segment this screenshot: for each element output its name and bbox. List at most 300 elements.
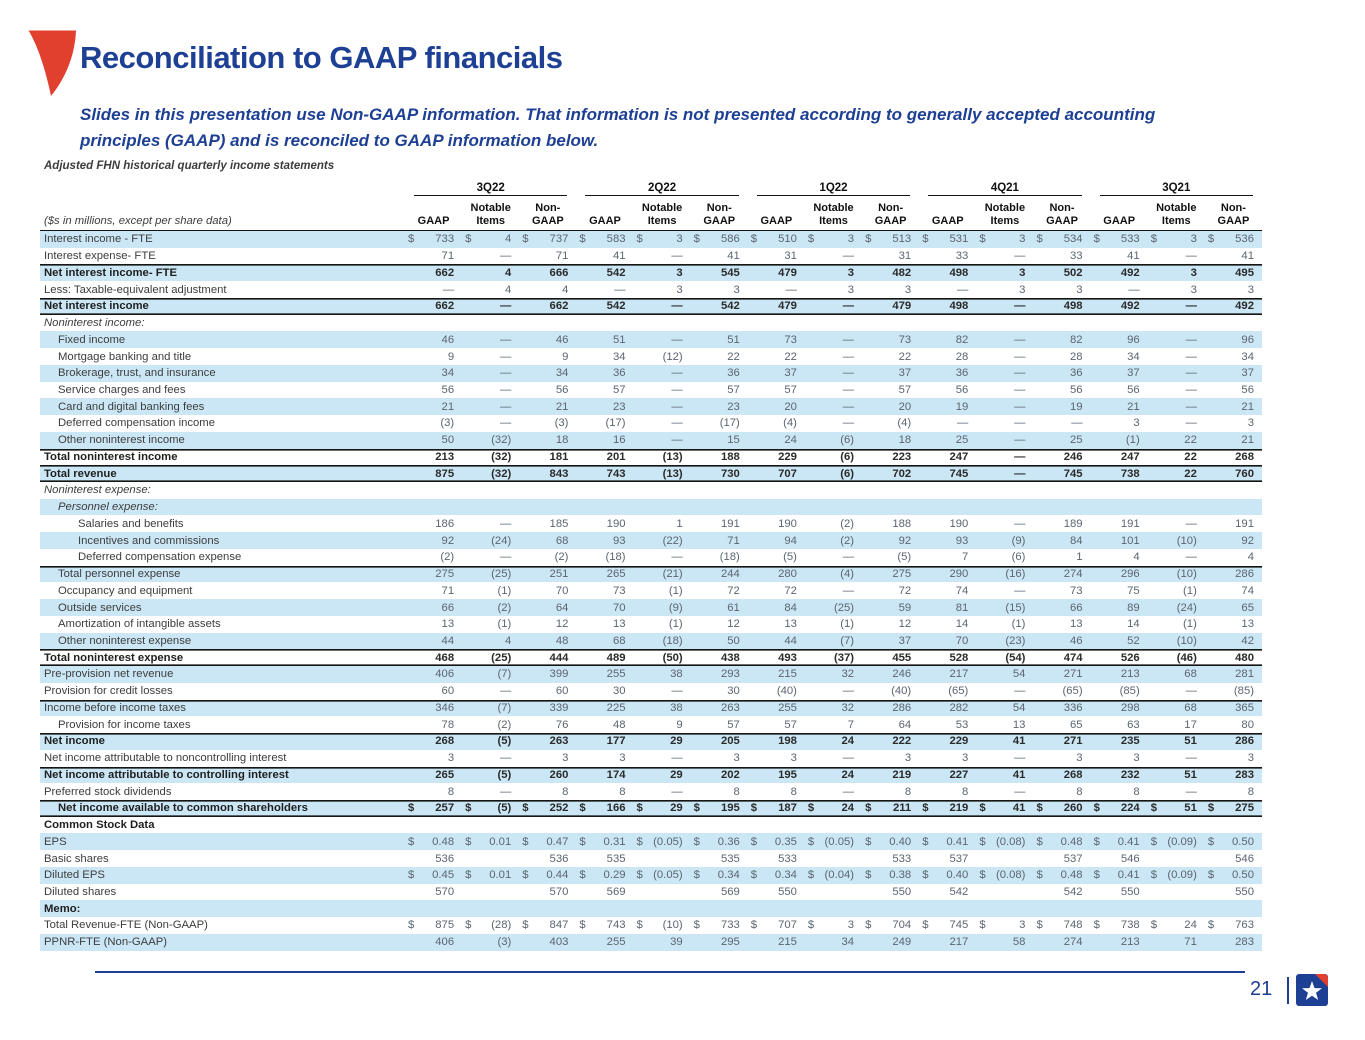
table-cell: [748, 783, 805, 800]
row-label-header: ($s in millions, except per share data): [44, 215, 232, 227]
table-cell: [462, 231, 519, 248]
table-cell: [405, 549, 462, 566]
table-cell: [1033, 298, 1090, 315]
table-cell: [576, 415, 633, 432]
cell-value: 39: [670, 936, 683, 949]
table-cell: [1205, 482, 1262, 499]
table-cell: [862, 582, 919, 599]
cell-value: 339: [549, 701, 569, 714]
cell-value: 0.48: [432, 835, 455, 848]
table-cell: [862, 833, 919, 850]
table-cell: [976, 599, 1033, 616]
table-cell: [1148, 549, 1205, 566]
cell-value: 0.44: [546, 869, 569, 882]
table-cell: [691, 415, 748, 432]
table-cell: [576, 331, 633, 348]
cell-value: 21: [1241, 434, 1254, 447]
row-label: Provision for credit losses: [44, 685, 173, 698]
cell-value: —: [842, 383, 855, 396]
cell-value: 36: [955, 367, 969, 380]
cell-value: —: [671, 383, 683, 396]
cell-value: 14: [955, 618, 969, 631]
cell-value: (13): [662, 467, 683, 480]
table-cell: [1091, 465, 1148, 482]
table-cell: [862, 767, 919, 784]
table-cell: [1091, 298, 1148, 315]
dollar-sign: $: [979, 919, 986, 932]
column-header-label: Notable Items: [641, 202, 683, 227]
cell-value: 190: [606, 517, 626, 530]
table-cell: [519, 750, 576, 767]
dollar-sign: $: [1093, 802, 1100, 815]
cell-value: 51: [1184, 768, 1197, 781]
cell-value: —: [671, 300, 683, 313]
cell-value: 34: [841, 936, 855, 949]
cell-value: (15): [1005, 601, 1026, 614]
column-header-label: GAAP: [931, 214, 964, 227]
cell-value: 263: [720, 701, 740, 714]
cell-value: 223: [892, 450, 912, 463]
cell-value: 195: [778, 768, 797, 781]
cell-value: 54: [1012, 701, 1026, 714]
cell-value: —: [671, 400, 683, 413]
cell-value: 3: [1019, 283, 1026, 296]
column-header: [576, 198, 633, 230]
table-cell: [1148, 499, 1205, 516]
cell-value: 550: [892, 886, 912, 898]
table-cell: [1091, 482, 1148, 499]
cell-value: 533: [1120, 233, 1140, 246]
table-cell: [405, 499, 462, 516]
cell-value: 489: [606, 651, 626, 664]
table-cell: [691, 248, 748, 265]
cell-value: 0.48: [1060, 835, 1083, 848]
cell-value: (2): [497, 718, 512, 731]
table-cell: [862, 432, 919, 449]
dollar-sign: $: [1036, 835, 1043, 848]
cell-value: 570: [435, 886, 455, 898]
table-cell: [519, 783, 576, 800]
cell-value: 75: [1127, 584, 1140, 597]
table-cell: [634, 515, 691, 532]
column-header-label: GAAP: [1103, 214, 1136, 227]
cell-value: 56: [955, 383, 969, 396]
table-cell: [691, 264, 748, 281]
table-cell: [919, 281, 976, 298]
cell-value: (28): [491, 919, 512, 932]
table-row: [40, 867, 1262, 884]
cell-value: 875: [435, 919, 455, 932]
cell-value: 189: [1063, 517, 1083, 530]
table-cell: [691, 649, 748, 666]
cell-value: 72: [898, 584, 912, 597]
cell-value: (1): [840, 618, 855, 631]
cell-value: —: [1185, 333, 1197, 346]
dollar-sign: $: [1150, 869, 1158, 882]
cell-value: 293: [720, 668, 740, 681]
table-cell: [405, 231, 462, 248]
cell-value: 25: [1070, 434, 1083, 447]
dollar-sign: $: [865, 802, 872, 815]
row-label: Provision for income taxes: [58, 718, 191, 731]
cell-value: 3: [1076, 752, 1083, 765]
table-cell: [691, 499, 748, 516]
table-cell: [1148, 582, 1205, 599]
cell-value: —: [842, 752, 855, 765]
cell-value: 12: [727, 618, 740, 631]
cell-value: 8: [904, 785, 912, 798]
cell-value: 438: [720, 651, 740, 664]
table-cell: [1091, 315, 1148, 332]
table-cell: [634, 248, 691, 265]
cell-value: (0.05): [824, 835, 855, 848]
cell-value: (13): [662, 450, 683, 463]
dollar-sign: $: [1093, 233, 1100, 246]
table-cell: [862, 348, 919, 365]
table-cell: [1091, 515, 1148, 532]
table-cell: [862, 683, 919, 700]
table-cell: [634, 382, 691, 399]
table-cell: [519, 465, 576, 482]
dollar-sign: $: [807, 919, 815, 932]
cell-value: 8: [733, 785, 740, 798]
row-label: Interest income - FTE: [44, 233, 153, 246]
row-label: Salaries and benefits: [78, 517, 184, 530]
table-cell: [1205, 365, 1262, 382]
cell-value: 37: [898, 634, 912, 647]
table-cell: [919, 264, 976, 281]
table-cell: [519, 666, 576, 683]
table-cell: [1091, 582, 1148, 599]
table-cell: [691, 683, 748, 700]
column-header-label: Notable Items: [813, 202, 854, 227]
cell-value: 174: [606, 768, 626, 781]
table-cell: [519, 616, 576, 633]
table-cell: [462, 482, 519, 499]
cell-value: 7: [847, 718, 855, 731]
table-cell: [691, 783, 748, 800]
table-cell: [919, 398, 976, 415]
cell-value: (3): [554, 417, 569, 430]
table-cell: [519, 700, 576, 717]
column-header: [634, 198, 691, 230]
table-cell: [805, 549, 862, 566]
table-cell: [805, 415, 862, 432]
table-cell: [919, 248, 976, 265]
cell-value: (40): [891, 685, 912, 698]
table-cell: [862, 800, 919, 817]
table-cell: [462, 281, 519, 298]
table-cell: [976, 817, 1033, 834]
cell-value: 51: [1184, 802, 1197, 815]
table-cell: [1205, 867, 1262, 884]
table-cell: [919, 783, 976, 800]
row-label: Total noninterest expense: [44, 651, 184, 664]
cell-value: 875: [435, 467, 455, 480]
table-cell: [976, 532, 1033, 549]
cell-value: (5): [497, 735, 512, 748]
dollar-sign: $: [979, 802, 986, 815]
cell-value: 72: [784, 584, 797, 597]
table-cell: [405, 833, 462, 850]
row-label: Other noninterest income: [58, 434, 185, 447]
table-cell: [919, 365, 976, 382]
table-cell: [976, 850, 1033, 867]
table-cell: [691, 566, 748, 583]
table-row: [40, 499, 1262, 516]
table-cell: [462, 348, 519, 365]
cell-value: 211: [892, 802, 912, 815]
dollar-sign: $: [408, 919, 415, 932]
table-cell: [1033, 733, 1090, 750]
cell-value: 733: [435, 233, 455, 246]
table-cell: [405, 700, 462, 717]
dollar-sign: $: [750, 835, 758, 848]
cell-value: 704: [892, 919, 912, 932]
table-cell: [748, 733, 805, 750]
table-cell: [462, 582, 519, 599]
table-cell: [1148, 248, 1205, 265]
table-cell: [1148, 465, 1205, 482]
dollar-sign: $: [807, 835, 815, 848]
table-cell: [805, 767, 862, 784]
column-header: [1148, 198, 1205, 230]
table-cell: [1148, 532, 1205, 549]
table-cell: [405, 850, 462, 867]
cell-value: 255: [606, 668, 626, 681]
table-cell: [519, 432, 576, 449]
table-cell: [862, 633, 919, 650]
table-cell: [919, 833, 976, 850]
cell-value: 510: [778, 233, 797, 246]
footer-divider: [95, 971, 1245, 973]
dollar-sign: $: [979, 233, 986, 246]
cell-value: 542: [1063, 886, 1083, 898]
table-cell: [576, 281, 633, 298]
table-cell: [919, 599, 976, 616]
cell-value: 662: [435, 266, 455, 279]
table-cell: [519, 281, 576, 298]
cell-value: 3: [1190, 283, 1197, 296]
cell-value: 224: [1120, 802, 1140, 815]
cell-value: 82: [1070, 333, 1083, 346]
table-cell: [405, 599, 462, 616]
table-cell: [405, 750, 462, 767]
table-cell: [462, 817, 519, 834]
cell-value: 0.48: [1060, 869, 1083, 882]
table-cell: [919, 733, 976, 750]
table-cell: [976, 348, 1033, 365]
cell-value: 54: [1012, 668, 1026, 681]
dollar-sign: $: [1150, 835, 1158, 848]
cell-value: 274: [1063, 568, 1083, 581]
table-cell: [634, 398, 691, 415]
table-cell: [1033, 499, 1090, 516]
dollar-sign: $: [1036, 233, 1043, 246]
table-cell: [405, 633, 462, 650]
table-cell: [1205, 733, 1262, 750]
table-cell: [805, 449, 862, 466]
cell-value: —: [1014, 417, 1026, 430]
cell-value: 46: [1070, 634, 1083, 647]
table-cell: [1033, 817, 1090, 834]
dollar-sign: $: [693, 802, 700, 815]
table-row: [40, 900, 1262, 917]
table-cell: [1205, 382, 1262, 399]
cell-value: 743: [606, 467, 626, 480]
table-cell: [634, 582, 691, 599]
table-cell: [919, 549, 976, 566]
table-cell: [1091, 331, 1148, 348]
table-cell: [634, 750, 691, 767]
table-cell: [462, 264, 519, 281]
cell-value: (10): [1176, 534, 1197, 547]
table-cell: [576, 900, 633, 917]
quarter-label: 4Q21: [928, 182, 1081, 196]
table-cell: [1205, 582, 1262, 599]
table-cell: [862, 365, 919, 382]
table-cell: [805, 515, 862, 532]
cell-value: 3: [962, 752, 969, 765]
cell-value: (32): [491, 450, 512, 463]
cell-value: 50: [441, 434, 455, 447]
cell-value: —: [671, 551, 683, 564]
cell-value: 61: [727, 601, 740, 614]
cell-value: 492: [1120, 300, 1140, 313]
table-cell: [919, 382, 976, 399]
cell-value: 186: [435, 517, 455, 530]
table-cell: [405, 315, 462, 332]
table-cell: [634, 465, 691, 482]
table-row: [40, 315, 1262, 332]
table-cell: [462, 566, 519, 583]
table-cell: [748, 515, 805, 532]
cell-value: 542: [720, 300, 740, 313]
cell-value: 244: [720, 568, 740, 581]
table-cell: [1091, 633, 1148, 650]
table-row: [40, 398, 1262, 415]
cell-value: 71: [555, 250, 569, 263]
dollar-sign: $: [807, 233, 815, 246]
table-cell: [919, 499, 976, 516]
cell-value: 662: [435, 300, 455, 313]
table-cell: [1205, 398, 1262, 415]
table-cell: [805, 432, 862, 449]
cell-value: 406: [435, 668, 455, 681]
table-cell: [976, 365, 1033, 382]
cell-value: 34: [555, 367, 569, 380]
table-cell: [634, 365, 691, 382]
dollar-sign: $: [1093, 835, 1100, 848]
cell-value: 219: [949, 802, 969, 815]
cell-value: 1: [676, 517, 683, 530]
cell-value: 37: [1127, 367, 1140, 380]
cell-value: 21: [1127, 400, 1140, 413]
column-header: [1091, 198, 1148, 230]
cell-value: 265: [606, 568, 626, 581]
cell-value: (1): [1183, 618, 1197, 631]
table-cell: [1091, 566, 1148, 583]
cell-value: (10): [1176, 634, 1197, 647]
table-cell: [576, 582, 633, 599]
cell-value: 257: [435, 802, 455, 815]
dollar-sign: $: [693, 869, 700, 882]
dollar-sign: $: [750, 233, 758, 246]
dollar-sign: $: [750, 802, 758, 815]
table-cell: [576, 750, 633, 767]
cell-value: (25): [491, 651, 512, 664]
table-cell: [405, 900, 462, 917]
dollar-sign: $: [979, 835, 986, 848]
table-row: [40, 532, 1262, 549]
cell-value: 53: [955, 718, 969, 731]
table-cell: [1148, 716, 1205, 733]
table-cell: [405, 783, 462, 800]
dollar-sign: $: [693, 233, 700, 246]
cell-value: 188: [720, 450, 740, 463]
cell-value: 3: [1247, 417, 1254, 430]
cell-value: 3: [847, 233, 855, 246]
cell-value: 0.50: [1232, 835, 1254, 848]
cell-value: (40): [776, 685, 797, 698]
cell-value: (0.05): [653, 869, 683, 882]
table-cell: [1033, 248, 1090, 265]
table-cell: [1091, 649, 1148, 666]
table-cell: [748, 800, 805, 817]
table-cell: [976, 700, 1033, 717]
table-cell: [748, 298, 805, 315]
cell-value: 20: [784, 400, 797, 413]
cell-value: 260: [549, 768, 569, 781]
row-label: Total revenue: [44, 467, 117, 480]
table-cell: [919, 298, 976, 315]
table-cell: [405, 281, 462, 298]
cell-value: 19: [955, 400, 969, 413]
cell-value: 188: [892, 517, 912, 530]
table-cell: [1148, 415, 1205, 432]
cell-value: 70: [612, 601, 626, 614]
table-cell: [462, 365, 519, 382]
cell-value: 3: [1019, 919, 1026, 932]
table-cell: [519, 248, 576, 265]
table-cell: [919, 315, 976, 332]
cell-value: 0.41: [1117, 835, 1140, 848]
cell-value: 72: [727, 584, 740, 597]
table-cell: [1148, 683, 1205, 700]
cell-value: 3: [1019, 233, 1026, 246]
cell-value: (32): [491, 434, 512, 447]
cell-value: 3: [733, 283, 740, 296]
quarter-label: 3Q21: [1100, 182, 1253, 196]
table-cell: [691, 465, 748, 482]
row-label: Memo:: [44, 902, 81, 915]
cell-value: 74: [955, 584, 969, 597]
table-cell: [405, 482, 462, 499]
cell-value: 3: [847, 283, 855, 296]
table-cell: [919, 934, 976, 951]
cell-value: 37: [784, 367, 797, 380]
table-cell: [462, 700, 519, 717]
table-cell: [919, 867, 976, 884]
table-cell: [634, 599, 691, 616]
table-cell: [862, 532, 919, 549]
table-cell: [862, 649, 919, 666]
table-cell: [634, 449, 691, 466]
table-cell: [405, 515, 462, 532]
table-row: [40, 449, 1262, 466]
table-cell: [805, 850, 862, 867]
table-cell: [748, 566, 805, 583]
